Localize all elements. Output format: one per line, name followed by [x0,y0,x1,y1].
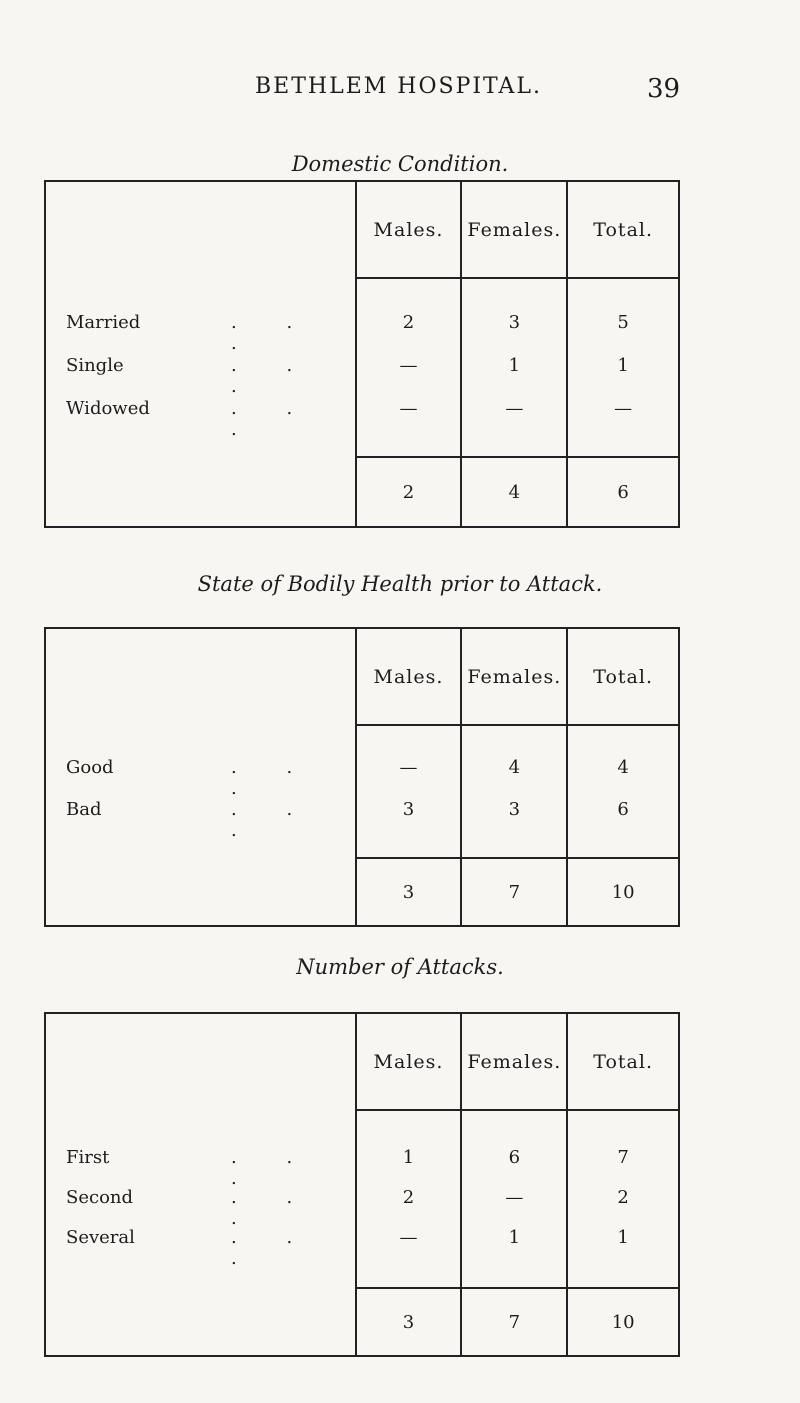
column-header-females: Females. [461,628,567,725]
total-total: 10 [567,858,679,926]
column-header-total: Total. [567,628,679,725]
leader-dots: . . . [231,1227,315,1269]
cell-value: 2 [567,1168,679,1208]
table-row [45,333,679,376]
total-males: 2 [356,457,462,527]
totals-row [45,858,679,926]
cell-value: 6 [461,1110,567,1168]
leader-dots: . . . [231,398,315,440]
leader-dots: . . . [231,312,315,354]
cell-value: 1 [567,333,679,376]
total-males: 3 [356,858,462,926]
table-row [45,376,679,419]
cell-value: 4 [567,725,679,778]
table-caption-domestic-condition: Domestic Condition. [291,152,509,176]
row-label: Second [66,1187,134,1208]
leader-dots: . . . [231,757,315,799]
page-number: 39 [647,74,681,104]
row-label: Several [66,1227,135,1248]
cell-value: 3 [356,778,462,820]
row-label: Bad [66,799,102,820]
row-label: Good [66,757,114,778]
cell-value: 1 [356,1110,462,1168]
table-row [45,778,679,820]
cell-value: 1 [567,1208,679,1248]
cell-value: 4 [461,725,567,778]
total-males: 3 [356,1288,462,1356]
cell-value: 3 [461,778,567,820]
column-header-males: Males. [356,181,462,278]
domestic-condition-table [44,180,680,528]
table-row [45,1208,679,1248]
total-total: 10 [567,1288,679,1356]
cell-value: — [356,725,462,778]
row-label: Married [66,312,141,333]
table-caption-number-of-attacks: Number of Attacks. [296,955,504,979]
cell-value: — [356,1208,462,1248]
leader-dots: . . . [231,1147,315,1189]
number-of-attacks-table [44,1012,680,1357]
table-caption-bodily-health: State of Bodily Health prior to Attack. [197,572,603,596]
table-row [45,1168,679,1208]
cell-value: — [356,333,462,376]
table-row [45,278,679,333]
leader-dots: . . . [231,799,315,841]
column-header-males: Males. [356,1013,462,1110]
cell-value: 5 [567,278,679,333]
cell-value: 6 [567,778,679,820]
total-females: 4 [461,457,567,527]
cell-value: 2 [356,278,462,333]
totals-row [45,457,679,527]
totals-row [45,1288,679,1356]
total-total: 6 [567,457,679,527]
column-header-males: Males. [356,628,462,725]
cell-value: 1 [461,1208,567,1248]
column-header-total: Total. [567,1013,679,1110]
column-header-females: Females. [461,181,567,278]
table-row [45,1110,679,1168]
running-head: BETHLEM HOSPITAL. [255,74,543,99]
leader-dots: . . . [231,355,315,397]
cell-value: — [461,1168,567,1208]
cell-value: 1 [461,333,567,376]
row-label: First [66,1147,110,1168]
row-label: Widowed [66,398,150,419]
total-females: 7 [461,1288,567,1356]
cell-value: — [567,376,679,419]
cell-value: 3 [461,278,567,333]
column-header-total: Total. [567,181,679,278]
cell-value: — [461,376,567,419]
bodily-health-table [44,627,680,927]
column-header-females: Females. [461,1013,567,1110]
row-label: Single [66,355,124,376]
total-females: 7 [461,858,567,926]
table-row [45,725,679,778]
cell-value: 2 [356,1168,462,1208]
cell-value: — [356,376,462,419]
leader-dots: . . . [231,1187,315,1229]
cell-value: 7 [567,1110,679,1168]
